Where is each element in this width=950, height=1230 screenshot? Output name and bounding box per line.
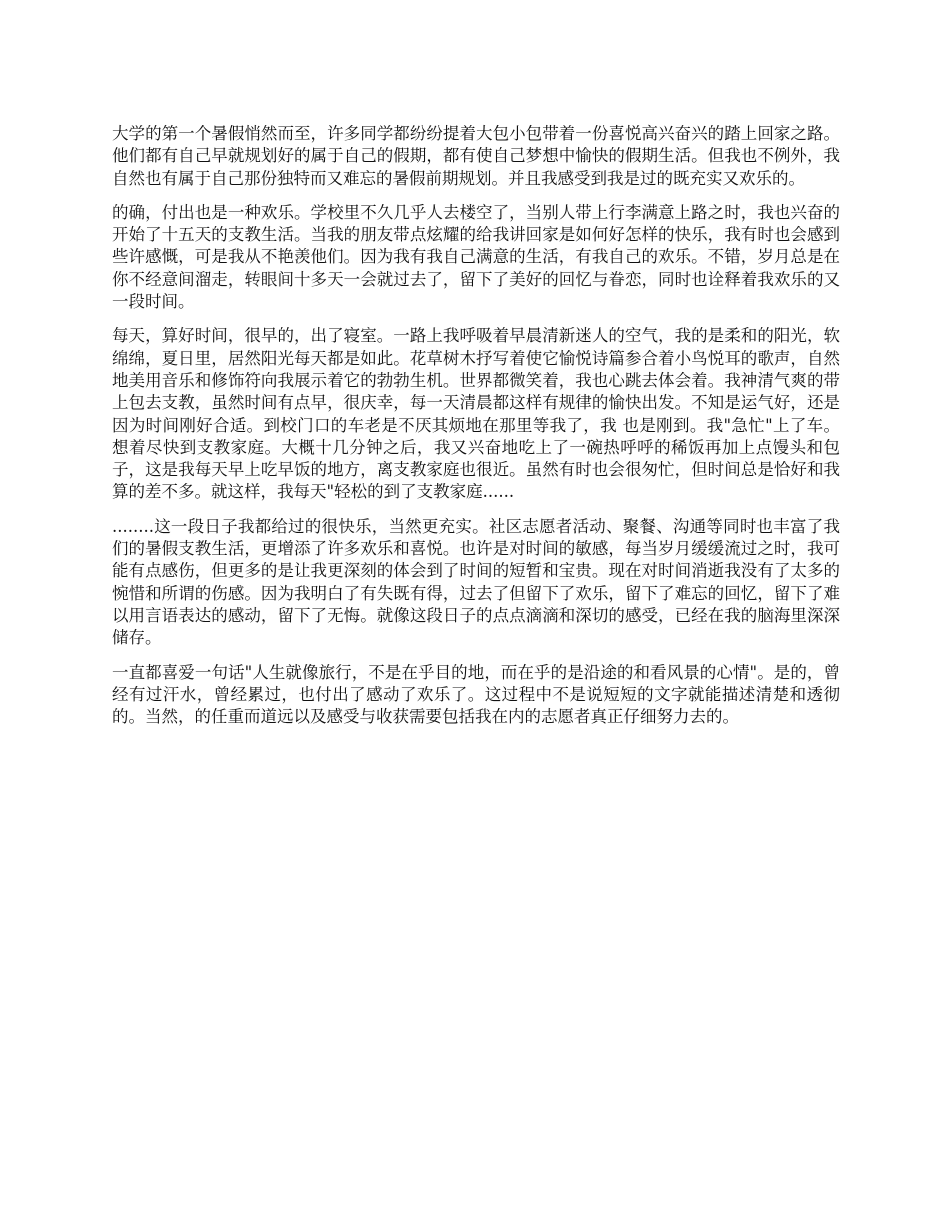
paragraph-1: 大学的第一个暑假悄然而至，许多同学都纷纷提着大包小包带着一份喜悦高兴奋兴的踏上回家之路。他们都有自己早就规划好的属于自己的假期，都有使自己梦想中愉快的假期生活。但我也不例外，我自然也有属于自己那份独特而又难忘的暑假前期规划。并且我感受到我是过的既充实又欢乐的。 [112,124,840,188]
document-body [112,123,840,740]
paragraph-2: 的确，付出也是一种欢乐。学校里不久几乎人去楼空了，当别人带上行李满意上路之时，我也兴奋的开始了十五天的支教生活。当我的朋友带点炫耀的给我讲回家是如何好怎样的快乐，我有时也会感到些许感慨，可是我从不艳羡他们。因为我有我自己满意的生活，有我自己的欢乐。不错，岁月总是在你不经意间溜走，转眼间十多天一会就过去了，留下了美好的回忆与眷恋，同时也诠释着我欢乐的又一段时间。 [112,202,840,312]
paragraph-3: 每天，算好时间，很早的，出了寝室。一路上我呼吸着早晨清新迷人的空气，我的是柔和的阳光，软绵绵，夏日里，居然阳光每天都是如此。花草树木抒写着使它愉悦诗篇参合着小鸟悦耳的歌声，自然地美用音乐和修饰符向我展示着它的勃勃生机。世界都微笑着，我也心跳去体会着。我神清气爽的带上包去支教，虽然时间有点早，很庆幸，每一天清晨都这样有规律的愉快出发。不知是运气好，还是因为时间刚好合适。到校门口的车老是不厌其烦地在那里等我了，我 也是刚到。我"急忙"上了车。想着尽快到支教家庭。大概十几分钟之后，我又兴奋地吃上了一碗热呼呼的稀饭再加上点馒头和包子，这是我每天早上吃早饭的地方，离支教家庭也很近。虽然有时也会很匆忙，但时间总是恰好和我算的差不多。就这样，我每天"轻松的到了支教家庭...... [112,326,840,502]
paragraph-4: ........这一段日子我都给过的很快乐，当然更充实。社区志愿者活动、聚餐、沟通等同时也丰富了我们的暑假支教生活，更增添了许多欢乐和喜悦。也许是对时间的敏感，每当岁月缓缓流过之时，我可能有点感伤，但更多的是让我更深刻的体会到了时间的短暂和宝贵。现在对时间消逝我没有了太多的惋惜和所谓的伤感。因为我明白了有失既有得，过去了但留下了欢乐，留下了难忘的回忆，留下了难以用言语表达的感动，留下了无悔。就像这段日子的点点滴滴和深切的感受，已经在我的脑海里深深储存。 [112,516,840,648]
paragraph-5: 一直都喜爱一句话"人生就像旅行，不是在乎目的地，而在乎的是沿途的和看风景的心情"。是的，曾经有过汗水，曾经累过，也付出了感动了欢乐了。这过程中不是说短短的文字就能描述清楚和透彻的。当然，的任重而道远以及感受与收获需要包括我在内的志愿者真正仔细努力去的。 [112,662,840,727]
